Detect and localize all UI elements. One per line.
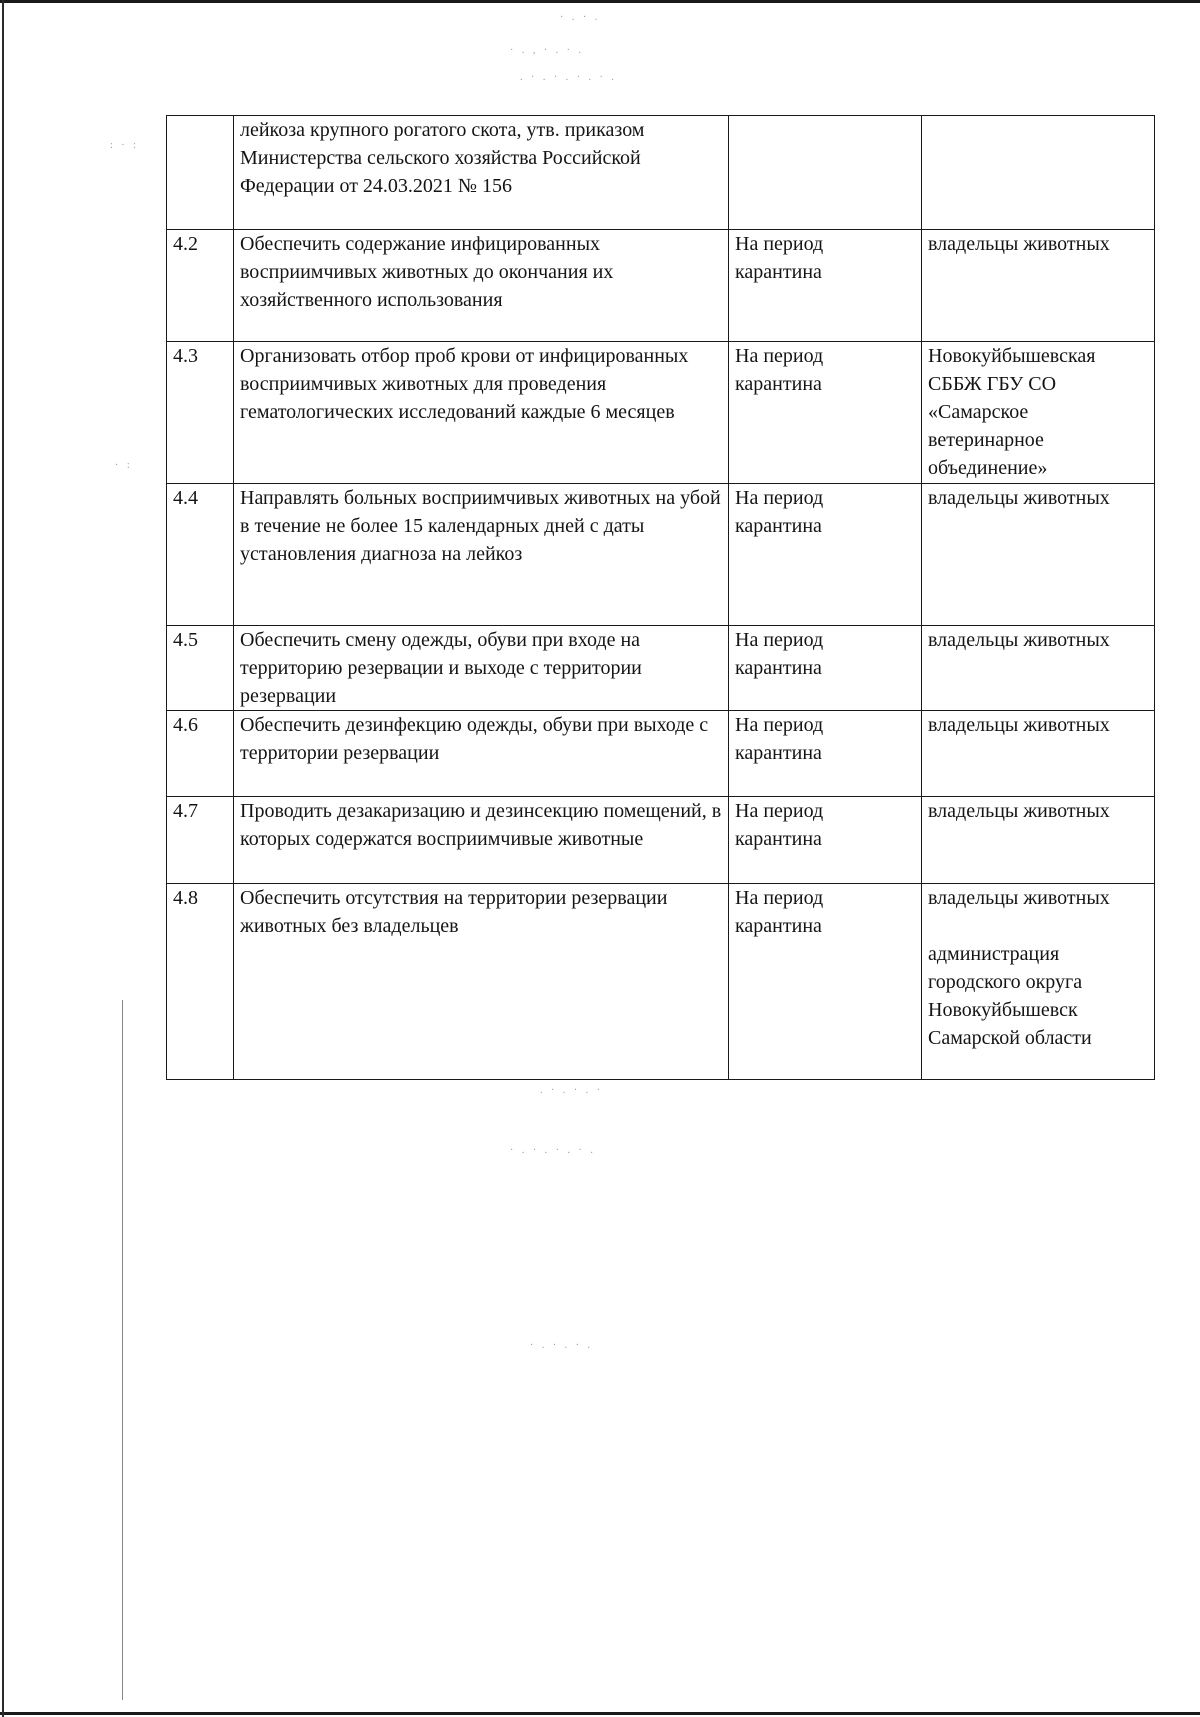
responsible-cell bbox=[922, 884, 1155, 1080]
responsible-secondary: администрация городского округа Новокуйбышевск Самарской области bbox=[928, 943, 1092, 1049]
action-cell: Обеспечить отсутствия на территории резервации животных без владельцев bbox=[234, 884, 729, 1080]
term-cell: На период карантина bbox=[729, 711, 922, 797]
term-cell: На период карантина bbox=[729, 884, 922, 1080]
scan-noise: : · : bbox=[110, 140, 139, 151]
action-cell: Организовать отбор проб крови от инфицированных восприимчивых животных для проведения гематологических исследований каждые 6 месяцев bbox=[234, 342, 729, 484]
item-number: 4.6 bbox=[167, 711, 234, 797]
scan-edge-top bbox=[0, 0, 1200, 3]
scan-noise: . · . · . · . · . bbox=[520, 72, 617, 83]
table-row bbox=[167, 484, 1155, 626]
action-cell: Обеспечить смену одежды, обуви при входе на территорию резервации и выходе с территории резервации bbox=[234, 626, 729, 711]
scan-noise: · . · . bbox=[560, 12, 601, 23]
term-cell: На период карантина bbox=[729, 342, 922, 484]
term-cell: На период карантина bbox=[729, 797, 922, 884]
action-cell: лейкоза крупного рогатого скота, утв. приказом Министерства сельского хозяйства Российской Федерации от 24.03.2021 № 156 bbox=[234, 116, 729, 230]
responsible-cell: владельцы животных bbox=[922, 626, 1155, 711]
table-row bbox=[167, 711, 1155, 797]
table-row bbox=[167, 230, 1155, 342]
action-cell: Проводить дезакаризацию и дезинсекцию помещений, в которых содержатся восприимчивые животные bbox=[234, 797, 729, 884]
item-number: 4.4 bbox=[167, 484, 234, 626]
item-number bbox=[167, 116, 234, 230]
item-number: 4.8 bbox=[167, 884, 234, 1080]
scan-noise: . · . · . · bbox=[540, 1085, 603, 1096]
item-number: 4.3 bbox=[167, 342, 234, 484]
scan-noise: · . · . · . bbox=[530, 1340, 593, 1351]
responsible-cell bbox=[922, 116, 1155, 230]
scan-edge-bottom bbox=[0, 1712, 1200, 1715]
scan-noise: · . · . · . · . bbox=[510, 1145, 596, 1156]
term-cell: На период карантина bbox=[729, 230, 922, 342]
item-number: 4.2 bbox=[167, 230, 234, 342]
term-cell bbox=[729, 116, 922, 230]
responsible-cell: владельцы животных bbox=[922, 797, 1155, 884]
table-row bbox=[167, 342, 1155, 484]
action-cell: Обеспечить содержание инфицированных восприимчивых животных до окончания их хозяйственного использования bbox=[234, 230, 729, 342]
term-cell: На период карантина bbox=[729, 484, 922, 626]
scan-edge-left bbox=[2, 0, 4, 1717]
table-row bbox=[167, 116, 1155, 230]
scan-margin-line bbox=[122, 1000, 123, 1700]
item-number: 4.5 bbox=[167, 626, 234, 711]
measures-table bbox=[166, 115, 1155, 1080]
responsible-cell: Новокуйбышевская СББЖ ГБУ СО «Самарское ветеринарное объединение» bbox=[922, 342, 1155, 484]
table-row bbox=[167, 884, 1155, 1080]
item-number: 4.7 bbox=[167, 797, 234, 884]
action-cell: Обеспечить дезинфекцию одежды, обуви при выходе с территории резервации bbox=[234, 711, 729, 797]
table-row bbox=[167, 626, 1155, 711]
action-cell: Направлять больных восприимчивых животных на убой в течение не более 15 календарных дней с даты установления диагноза на лейкоз bbox=[234, 484, 729, 626]
scan-noise: · : bbox=[115, 460, 133, 471]
responsible-primary: владельцы животных bbox=[928, 887, 1110, 909]
table-row bbox=[167, 797, 1155, 884]
responsible-cell: владельцы животных bbox=[922, 230, 1155, 342]
term-cell: На период карантина bbox=[729, 626, 922, 711]
responsible-cell: владельцы животных bbox=[922, 484, 1155, 626]
responsible-cell: владельцы животных bbox=[922, 711, 1155, 797]
scan-noise: · . , · . · . bbox=[510, 45, 584, 56]
